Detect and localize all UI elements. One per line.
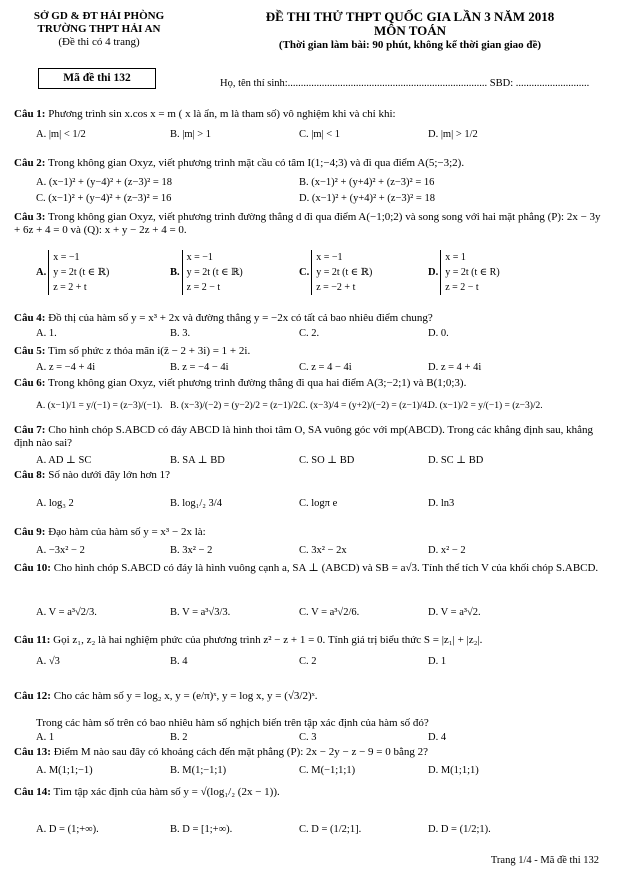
question-6 bbox=[14, 377, 608, 390]
q5-option-d: D. z = 4 + 4i bbox=[428, 362, 482, 373]
question-label: Câu 13: bbox=[14, 746, 51, 758]
question-12 bbox=[14, 690, 608, 703]
page-footer: Trang 1/4 - Mã đề thi 132 bbox=[490, 855, 599, 866]
q3-option-b: B. x = −1 y = 2t (t ∈ ℝ) z = 2 − t bbox=[170, 252, 243, 293]
question-label: Câu 8: bbox=[14, 469, 46, 481]
q7-option-b: B. SA ⊥ BD bbox=[170, 455, 225, 466]
q5-option-a: A. z = −4 + 4i bbox=[36, 362, 96, 373]
q7-option-c: C. SO ⊥ BD bbox=[299, 455, 355, 466]
question-text: Phương trình sin x.cos x = m ( x là ẩn, m là tham số) vô nghiệm khi và chỉ khi: bbox=[45, 108, 396, 120]
question-10 bbox=[14, 562, 608, 575]
q5-option-c: C. z = 4 − 4i bbox=[299, 362, 352, 373]
q8-option-a: A. log₃ 2 bbox=[36, 498, 74, 509]
q13-option-b: B. M(1;−1;1) bbox=[170, 765, 227, 776]
q4-option-a: A. 1. bbox=[36, 328, 57, 339]
q13-option-a: A. M(1;1;−1) bbox=[36, 765, 93, 776]
header-left bbox=[14, 10, 184, 49]
q1-option-c: C. |m| < 1 bbox=[299, 129, 341, 140]
q3-system-c: x = −1 y = 2t (t ∈ ℝ) z = −2 + t bbox=[311, 250, 372, 295]
q3-option-a: A. x = −1 y = 2t (t ∈ ℝ) z = 2 + t bbox=[36, 252, 110, 293]
question-1 bbox=[14, 108, 608, 121]
question-text: Điểm M nào sau đây có khoảng cách đến mặt phẳng (P): 2x − 2y − z − 9 = 0 bằng 2? bbox=[50, 746, 429, 758]
question-text: Đồ thị của hàm số y = x³ + 2x và đường thẳng y = −2x có tất cả bao nhiêu điểm chung? bbox=[45, 312, 433, 324]
q10-option-b: B. V = a³√3/3. bbox=[170, 607, 231, 618]
q9-option-b: B. 3x² − 2 bbox=[170, 545, 213, 556]
question-label: Câu 2: bbox=[14, 157, 46, 169]
q4-option-b: B. 3. bbox=[170, 328, 191, 339]
question-text: Cho các hàm số y = log₂ x, y = (e/π)ˣ, y = log x, y = (√3/2)ˣ. bbox=[50, 690, 318, 702]
question-text: Gọi z₁, z₂ là hai nghiệm phức của phương trình z² − z + 1 = 0. Tính giá trị biểu thức S = |z₁| + |z₂|. bbox=[50, 634, 483, 646]
question-text: Tìm số phức z thỏa mãn i(z̄ − 2 + 3i) = 1 + 2i. bbox=[45, 345, 251, 357]
pages-note: (Đề thi có 4 trang) bbox=[58, 36, 140, 48]
exam-subject: MÔN TOÁN bbox=[373, 23, 447, 38]
exam-title: ĐỀ THI THỬ THPT QUỐC GIA LẦN 3 NĂM 2018 bbox=[265, 9, 555, 24]
q6-option-c: C. (x−3)/4 = (y+2)/(−2) = (z−1)/4. bbox=[299, 401, 430, 411]
q6-option-a: A. (x−1)/1 = y/(−1) = (z−3)/(−1). bbox=[36, 401, 163, 411]
q3-system-d: x = 1 y = 2t (t ∈ R) z = 2 − t bbox=[440, 250, 499, 295]
q2-option-a: A. (x−1)² + (y−4)² + (z−3)² = 18 bbox=[36, 177, 172, 188]
q13-option-d: D. M(1;1;1) bbox=[428, 765, 479, 776]
q7-option-a: A. AD ⊥ SC bbox=[36, 455, 92, 466]
question-text: Trong không gian Oxyz, viết phương trình mặt cầu có tâm I(1;−4;3) và đi qua điểm A(5;−3;2). bbox=[45, 157, 465, 169]
candidate-line: Họ, tên thí sinh:............................................................................ SBD: ............................ bbox=[220, 78, 590, 89]
q9-option-c: C. 3x² − 2x bbox=[299, 545, 347, 556]
q3-option-c: C. x = −1 y = 2t (t ∈ ℝ) z = −2 + t bbox=[299, 252, 373, 293]
question-9 bbox=[14, 526, 608, 539]
time-note: (Thời gian làm bài: 90 phút, không kể thời gian giao đề) bbox=[278, 39, 542, 51]
q8-option-d: D. ln3 bbox=[428, 498, 455, 509]
q1-option-b: B. |m| > 1 bbox=[170, 129, 212, 140]
q10-option-c: C. V = a³√2/6. bbox=[299, 607, 360, 618]
q9-option-d: D. x² − 2 bbox=[428, 545, 466, 556]
q12-option-b: B. 2 bbox=[170, 732, 188, 743]
q4-option-c: C. 2. bbox=[299, 328, 320, 339]
q2-option-b: B. (x−1)² + (y+4)² + (z−3)² = 16 bbox=[299, 177, 435, 188]
question-text: Trong không gian Oxyz, viết phương trình đường thẳng đi qua hai điểm A(3;−2;1) và B(1;0;3). bbox=[45, 377, 467, 389]
q1-option-a: A. |m| < 1/2 bbox=[36, 129, 86, 140]
question-text: Cho hình chóp S.ABCD có đáy là hình vuông cạnh a, SA ⊥ (ABCD) và SB = a√3. Tính thể tích V của khối chóp S.ABCD. bbox=[50, 562, 599, 574]
q10-option-d: D. V = a³√2. bbox=[428, 607, 481, 618]
q14-option-b: B. D = [1;+∞). bbox=[170, 824, 233, 835]
q5-option-b: B. z = −4 − 4i bbox=[170, 362, 229, 373]
question-text: Trong không gian Oxyz, viết phương trình đường thẳng d đi qua điểm A(−1;0;2) và song song với hai mặt phẳng (P): 2x − 3y + 6z + 4 = 0 và (Q): x + y − 2z + 4 = 0. bbox=[14, 211, 601, 236]
question-7 bbox=[14, 424, 608, 450]
question-13 bbox=[14, 746, 608, 759]
header-right bbox=[212, 10, 608, 52]
q14-option-d: D. D = (1/2;1). bbox=[428, 824, 491, 835]
dept-name: SỞ GD & ĐT HẢI PHÒNG bbox=[33, 10, 165, 22]
q8-option-c: C. logπ e bbox=[299, 498, 338, 509]
question-text: Cho hình chóp S.ABCD có đáy ABCD là hình thoi tâm O, SA vuông góc với mp(ABCD). Trong các khẳng định sau, khẳng định nào sai? bbox=[14, 424, 594, 449]
question-label: Câu 12: bbox=[14, 690, 51, 702]
question-label: Câu 11: bbox=[14, 634, 51, 646]
question-label: Câu 4: bbox=[14, 312, 46, 324]
q8-option-b: B. log₁/₂ 3/4 bbox=[170, 498, 222, 509]
question-5 bbox=[14, 345, 608, 358]
question-text: Số nào dưới đây lớn hơn 1? bbox=[45, 469, 171, 481]
q13-option-c: C. M(−1;1;1) bbox=[299, 765, 356, 776]
q12-option-d: D. 4 bbox=[428, 732, 447, 743]
question-label: Câu 6: bbox=[14, 377, 46, 389]
q3-option-d: D. x = 1 y = 2t (t ∈ R) z = 2 − t bbox=[428, 252, 500, 293]
q14-option-a: A. D = (1;+∞). bbox=[36, 824, 99, 835]
q3-system-a: x = −1 y = 2t (t ∈ ℝ) z = 2 + t bbox=[48, 250, 109, 295]
q12-option-a: A. 1 bbox=[36, 732, 55, 743]
question-4 bbox=[14, 312, 608, 325]
q9-option-a: A. −3x² − 2 bbox=[36, 545, 85, 556]
q11-option-b: B. 4 bbox=[170, 656, 188, 667]
q6-option-d: D. (x−1)/2 = y/(−1) = (z−3)/2. bbox=[428, 401, 543, 411]
exam-code-box: Mã đề thi 132 bbox=[38, 68, 156, 89]
question-text: Tìm tập xác định của hàm số y = √(log₁/₂ (2x − 1)). bbox=[50, 786, 280, 798]
q10-option-a: A. V = a³√2/3. bbox=[36, 607, 97, 618]
question-8 bbox=[14, 469, 608, 482]
question-label: Câu 5: bbox=[14, 345, 46, 357]
question-text: Đạo hàm của hàm số y = x³ − 2x là: bbox=[45, 526, 206, 538]
question-label: Câu 10: bbox=[14, 562, 51, 574]
school-name: TRƯỜNG THPT HẢI AN bbox=[37, 23, 161, 35]
q6-option-b: B. (x−3)/(−2) = (y−2)/2 = (z−1)/2. bbox=[170, 401, 301, 411]
q11-option-d: D. 1 bbox=[428, 656, 447, 667]
question-label: Câu 7: bbox=[14, 424, 46, 436]
q11-option-c: C. 2 bbox=[299, 656, 317, 667]
q7-option-d: D. SC ⊥ BD bbox=[428, 455, 484, 466]
q2-option-c: C. (x−1)² + (y−4)² + (z−3)² = 16 bbox=[36, 193, 172, 204]
q11-option-a: A. √3 bbox=[36, 656, 60, 667]
question-11 bbox=[14, 634, 608, 647]
q2-option-d: D. (x−1)² + (y+4)² + (z−3)² = 18 bbox=[299, 193, 435, 204]
question-14 bbox=[14, 786, 608, 799]
q14-option-c: C. D = (1/2;1]. bbox=[299, 824, 362, 835]
question-label: Câu 1: bbox=[14, 108, 46, 120]
question-12-extra: Trong các hàm số trên có bao nhiêu hàm số nghịch biến trên tập xác định của hàm số đó? bbox=[36, 717, 429, 729]
q1-option-d: D. |m| > 1/2 bbox=[428, 129, 478, 140]
question-label: Câu 14: bbox=[14, 786, 51, 798]
question-3 bbox=[14, 211, 608, 237]
q4-option-d: D. 0. bbox=[428, 328, 449, 339]
q3-system-b: x = −1 y = 2t (t ∈ ℝ) z = 2 − t bbox=[182, 250, 243, 295]
question-2 bbox=[14, 157, 608, 170]
question-label: Câu 3: bbox=[14, 211, 46, 223]
question-label: Câu 9: bbox=[14, 526, 46, 538]
q12-option-c: C. 3 bbox=[299, 732, 317, 743]
